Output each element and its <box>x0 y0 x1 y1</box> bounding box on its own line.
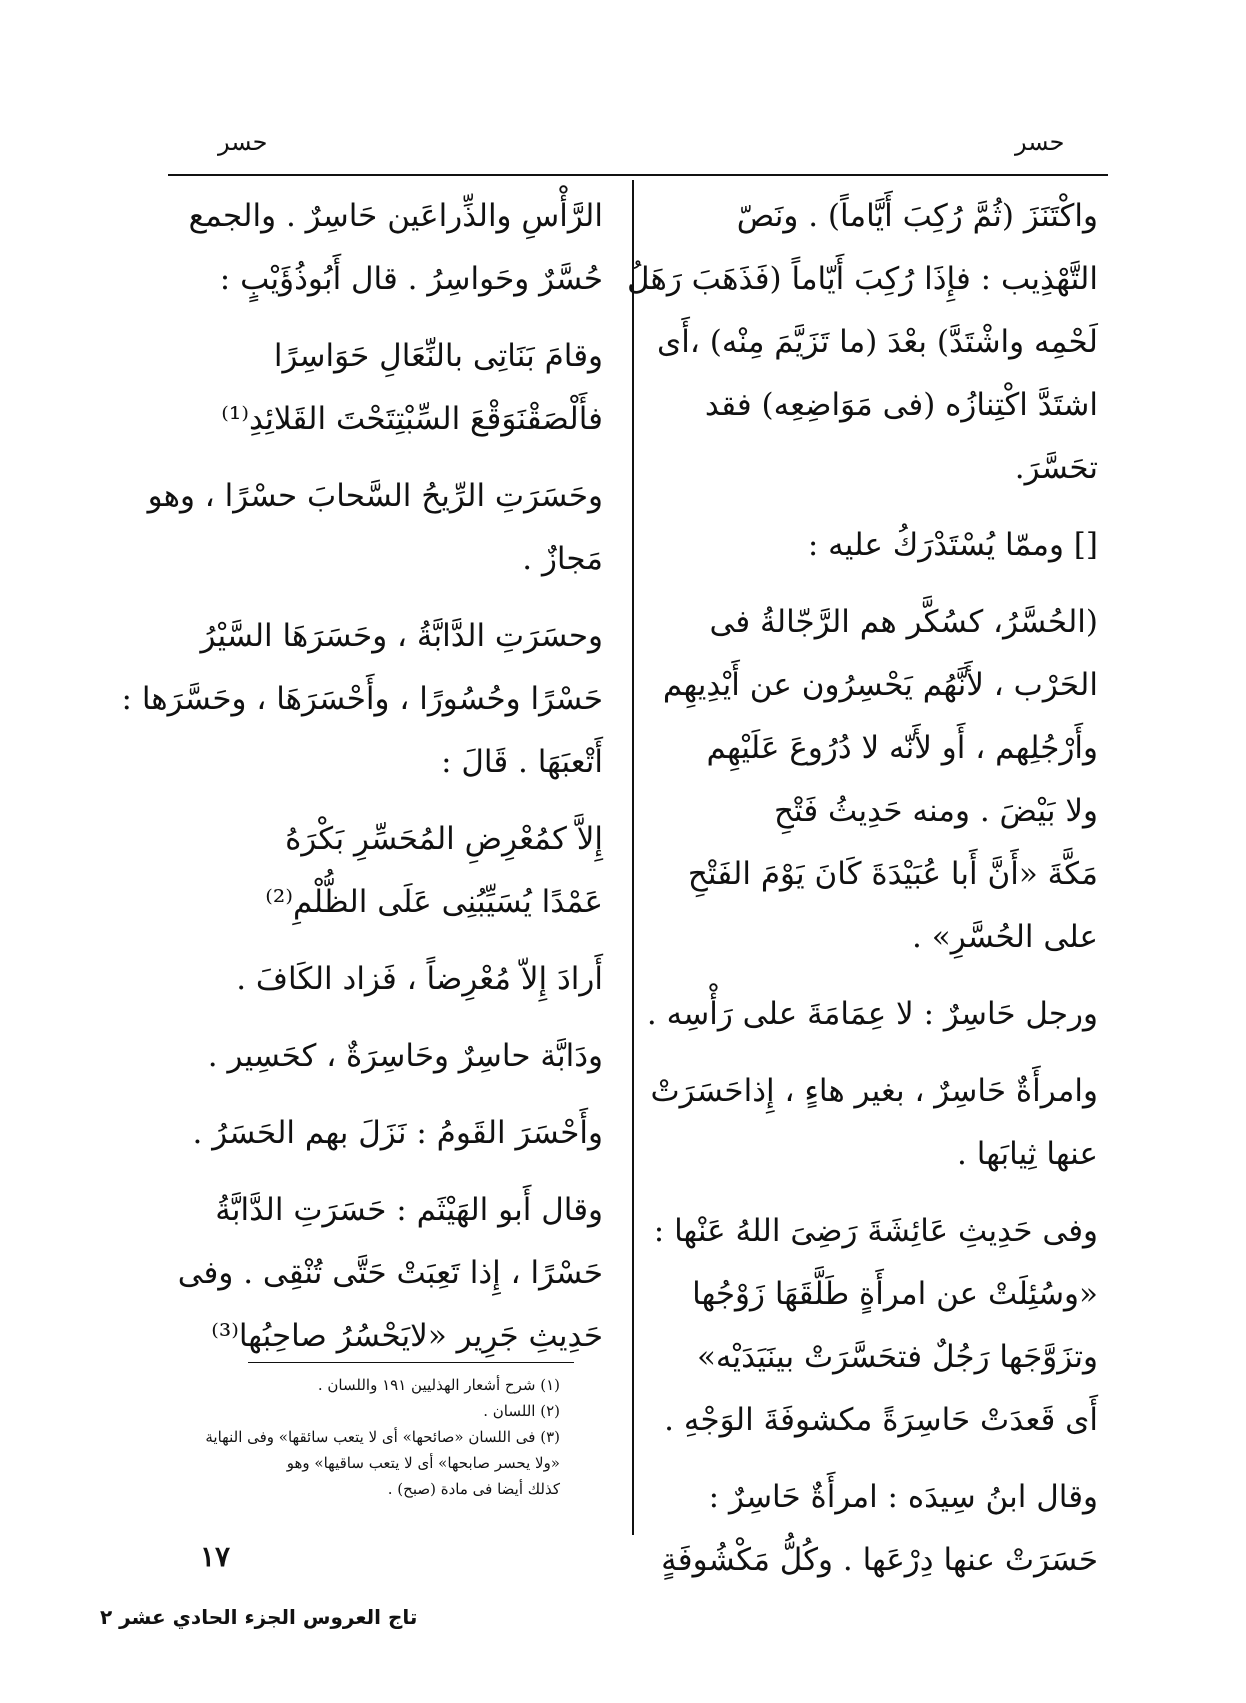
paragraph-gap <box>148 311 603 325</box>
right-column-line: لَحْمِه واشْتَدَّ) بعْدَ (ما تَزَيَّمَ مِنْه) ،أَى <box>657 324 1098 360</box>
right-column-line: (الحُسَّرُ، كسُكَّر هم الرَّجّالةُ فى <box>709 604 1098 640</box>
left-column-line: وقامَ بَنَاتِى بالنِّعَالِ حَوَاسِرًا <box>273 338 603 374</box>
right-column-line: مَكَّةَ «أَنَّ أَبا عُبَيْدَةَ كَانَ يَوْمَ الفَتْحِ <box>687 856 1098 892</box>
left-column-line: أَتْعبَهَا . قَالَ : <box>441 744 603 780</box>
paragraph-gap <box>148 1011 603 1025</box>
right-column-line: ورجل حَاسِرٌ : لا عِمَامَةَ على رَأْسِه . <box>646 996 1098 1032</box>
right-column-line: حَسَرَتْ عنها دِرْعَها . وكُلُّ مَكْشُوفَةٍ <box>661 1542 1098 1578</box>
left-column-line: عَمْدًا يُسَيِّبُنِى عَلَى الظُّلْمِ⁽²⁾ <box>265 884 603 920</box>
footnote-rule <box>248 1362 574 1363</box>
left-column-line: حَسْرًا ، إِذا تَعِبَتْ حَتَّى تُنْقِى . وفى <box>177 1255 603 1291</box>
paragraph-gap <box>148 934 603 948</box>
footnote-line: (٢) اللسان . <box>483 1402 560 1420</box>
footnotes <box>150 1372 560 1502</box>
paragraph-gap <box>658 577 1098 591</box>
header-rule <box>168 174 1108 176</box>
right-column-line: وتزَوَّجَها رَجُلٌ فتحَسَّرَتْ بينَيَدَيْه» <box>696 1339 1098 1375</box>
left-column-line: حَدِيثِ جَرِير «لايَحْسُرُ صاحِبُها⁽³⁾ <box>211 1318 603 1354</box>
left-column-line: مَجازٌ . <box>522 541 603 577</box>
left-column-line: وحسَرَتِ الدَّابَّةُ ، وحَسَرَهَا السَّيْرُ <box>200 618 603 654</box>
paragraph-gap <box>658 969 1098 983</box>
paragraph-gap <box>658 1452 1098 1466</box>
paragraph-gap <box>148 1165 603 1179</box>
right-column-line: أَى قَعدَتْ حَاسِرَةً مكشوفَةَ الوَجْهِ . <box>664 1402 1098 1438</box>
right-column-line: وأَرْجُلِهم ، أَو لأَنّه لا دُرُوعَ عَلَيْهِم <box>706 730 1098 766</box>
right-column-line: واكْتَنَزَ (ثُمَّ رُكِبَ أَيَّاماً) . ونَصّ <box>736 198 1098 234</box>
footnote-line: (١) شرح أشعار الهذليين ١٩١ واللسان . <box>317 1376 560 1394</box>
right-column-line: تحَسَّرَ. <box>1014 450 1098 486</box>
footnote-line: (٣) فى اللسان «صائحها» أى لا يتعب سائقها» وفى النهاية <box>205 1428 560 1446</box>
right-column-line: على الحُسَّرِ» . <box>912 919 1098 955</box>
paragraph-gap <box>658 1186 1098 1200</box>
left-column-line: وأَحْسَرَ القَومُ : نَزَلَ بهم الحَسَرُ . <box>192 1115 603 1151</box>
right-column-line: وفى حَدِيثِ عَائِشَةَ رَضِىَ اللهُ عَنْها : <box>653 1213 1098 1249</box>
left-column-line: أَرادَ إِلاّ مُعْرِضاً ، فَزاد الكَافَ . <box>236 961 603 997</box>
right-column-line: اشتَدَّ اكْتِنازُه (فى مَوَاضِعِه) فقد <box>704 387 1098 423</box>
right-column-line: «وسُئِلَتْ عن امرأَةٍ طَلَّقَهَا زَوْجُها <box>692 1276 1098 1312</box>
left-column-line: وقال أَبو الهَيْثَم : حَسَرَتِ الدَّابَّةُ <box>215 1192 603 1228</box>
book-footer-title: تاج العروس الجزء الحادي عشر ٢ <box>100 1605 418 1629</box>
right-column-line: وامرأَةٌ حَاسِرٌ ، بغير هاءٍ ، إِذاحَسَرَتْ <box>650 1073 1098 1109</box>
page-number: ١٧ <box>200 1540 231 1573</box>
left-column-line: الرَّأْسِ والذِّراعَين حَاسِرٌ . والجمع <box>188 198 603 234</box>
left-column-line: وحَسَرَتِ الرِّيحُ السَّحابَ حسْرًا ، وهو <box>147 478 603 514</box>
right-column-line: ولا بَيْضَ . ومنه حَدِيثُ فَتْحِ <box>774 793 1098 829</box>
left-column-line: إِلاَّ كمُعْرِضِ المُحَسِّرِ بَكْرَهُ <box>285 821 603 857</box>
left-column-line: فأَلْصَقْنَوَقْعَ السِّبْتِتَحْتَ القَلائِدِ⁽¹⁾ <box>221 401 603 437</box>
right-column-line: عنها ثِيابَها . <box>957 1136 1098 1172</box>
left-column-line: حَسْرًا وحُسُورًا ، وأَحْسَرَهَا ، وحَسَّرَها : <box>121 681 603 717</box>
right-column-line: وقال ابنُ سِيدَه : امرأَةٌ حَاسِرٌ : <box>708 1479 1098 1515</box>
left-column-line: حُسَّرٌ وحَواسِرُ . قال أَبُوذُؤَيْبٍ : <box>219 261 603 297</box>
left-column-line: ودَابَّة حاسِرٌ وحَاسِرَةٌ ، كحَسِير . <box>207 1038 603 1074</box>
running-header-right: حسر <box>1015 128 1065 156</box>
paragraph-gap <box>148 451 603 465</box>
right-column-line: التَّهْذِيب : فإِذَا رُكِبَ أَيّاماً (فَذَهَبَ رَهَلُ <box>627 261 1098 297</box>
left-column <box>121 185 603 1368</box>
running-header-left: حسر <box>218 128 268 156</box>
right-column-line: الحَرْب ، لأَنَّهُم يَحْسِرُون عن أَيْدِيهِم <box>662 667 1098 703</box>
paragraph-gap <box>148 591 603 605</box>
paragraph-gap <box>148 1088 603 1102</box>
right-column <box>627 185 1098 1592</box>
paragraph-gap <box>658 1046 1098 1060</box>
paragraph-gap <box>658 500 1098 514</box>
footnote-line: كذلك أيضا فى مادة (صبح) . <box>387 1480 560 1498</box>
paragraph-gap <box>148 794 603 808</box>
right-column-line: [] وممّا يُسْتَدْرَكُ عليه : <box>807 527 1098 563</box>
column-divider <box>632 180 634 1535</box>
footnote-line: «ولا يحسر صابحها» أى لا يتعب ساقيها» وهو <box>286 1454 560 1472</box>
